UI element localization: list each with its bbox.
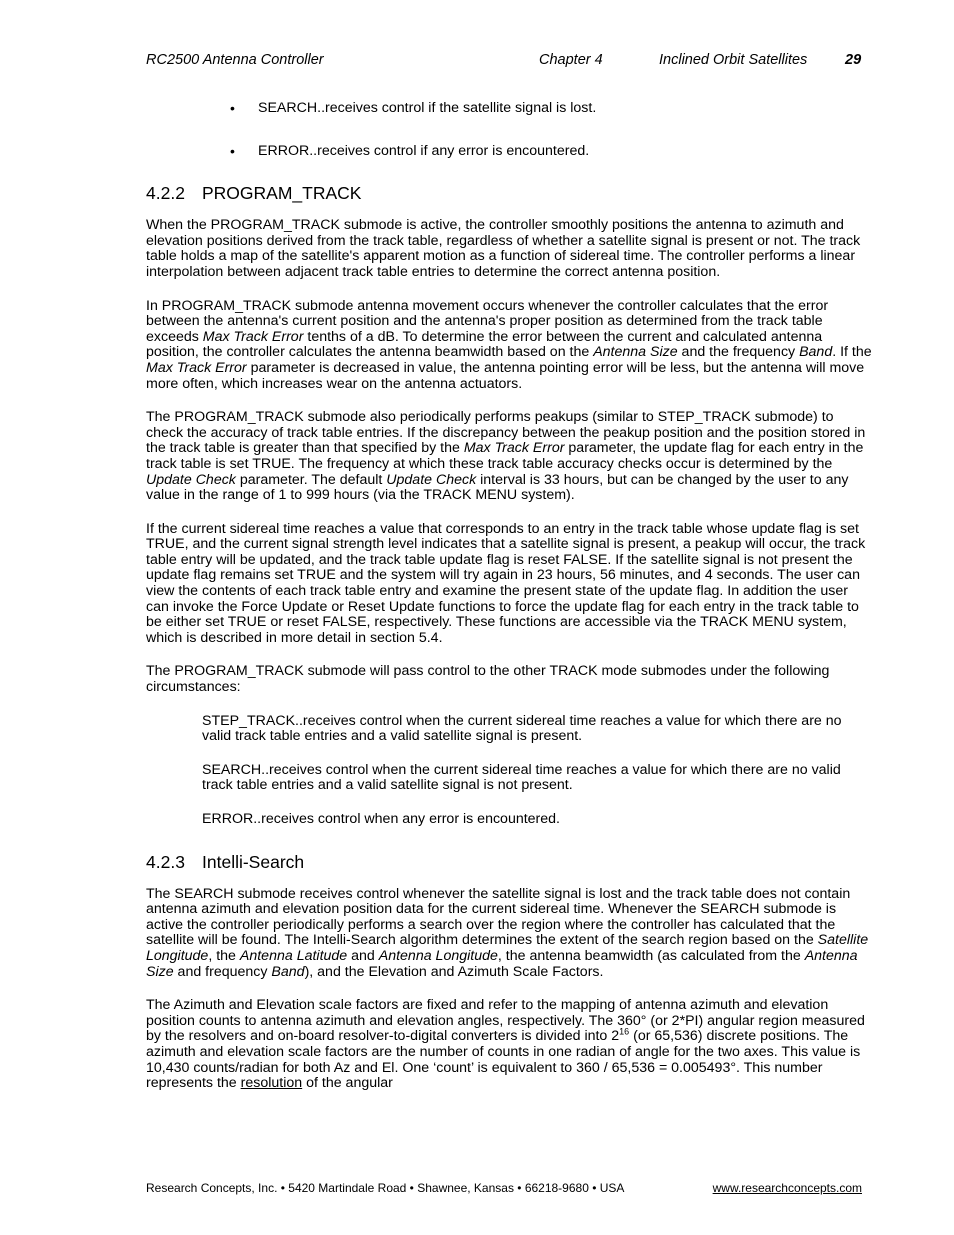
list-item: • SEARCH..receives control if the satellite signal is lost. — [146, 101, 872, 117]
list-item: • ERROR..receives control if any error is encountered. — [146, 144, 872, 160]
indented-item: SEARCH..receives control when the current sidereal time reaches a value for which there are no valid track table entries and a valid satellite signal is not present. — [202, 761, 841, 794]
section-number: 4.2.2 — [146, 183, 185, 204]
paragraph: The PROGRAM_TRACK submode will pass control to the other TRACK mode submodes under the following circumstances: — [146, 663, 830, 696]
paragraph: The Azimuth and Elevation scale factors are fixed and refer to the mapping of antenna azimuth and elevation position counts to antenna azimuth and elevation angles, respectively. The 360° (or 2*PI) angular region measured by the resolvers and on-board resolver-to-digital converters is divided into $2^{16}$ (or 65,536) discrete positions. The azimuth and elevation scale factors are the number of counts in one radian of angle for the two axes. This value is 10,430 counts/radian for both Az and El. One ‘count’ is equivalent to 360 / 65,536 = 0.005493°. This number represents the resolution of the angular — [146, 997, 865, 1092]
header-chapter: Chapter 4 — [539, 52, 603, 68]
page-header — [146, 52, 866, 70]
indented-item: ERROR..receives control when any error is encountered. — [202, 811, 560, 827]
page-content — [146, 99, 872, 1110]
section-heading-4-2-3 — [146, 852, 872, 872]
paragraph: When the PROGRAM_TRACK submode is active, the controller smoothly positions the antenna to azimuth and elevation positions derived from the track table, regardless of whether a satellite signal is present or not. The track table holds a map of the satellite's apparent motion as a function of sidereal time. The controller performs a linear interpolation between adjacent track table entries to determine the correct antenna position. — [146, 217, 861, 280]
header-page-number: 29 — [845, 52, 862, 68]
paragraph: In PROGRAM_TRACK submode antenna movement occurs whenever the controller calculates that the error between the antenna's current position and the antenna's proper position as determined from the track table exceeds Max Track Error tenths of a dB. To determine the error between the current and calculated antenna position, the controller calculates the antenna beamwidth based on the Antenna Size and the frequency Band. If the Max Track Error parameter is decreased in value, the antenna pointing error will be less, but the antenna will move more often, which increases wear on the antenna actuators. — [146, 297, 872, 392]
indented-item: STEP_TRACK..receives control when the current sidereal time reaches a value for which there are no valid track table entries and a valid satellite signal is present. — [202, 712, 842, 745]
paragraph: If the current sidereal time reaches a value that corresponds to an entry in the track table whose update flag is set TRUE, and the current signal strength level indicates that a satellite signal is present, a peakup will occur, the track table entry will be updated, and the track table update flag is reset FALSE. If the satellite signal is not present the update flag remains set TRUE and the system will try again in 23 hours, 56 minutes, and 4 seconds. The user can view the contents of each track table entry and examine the present state of the update flag. In addition the user can invoke the Force Update or Reset Update functions to force the update flag for each entry in the track table to be either set TRUE or reset FALSE, respectively. These functions are accessible via the TRACK MENU system, which is described in more detail in section 5.4. — [146, 520, 866, 646]
header-section-title: Inclined Orbit Satellites — [659, 52, 808, 68]
section-number: 4.2.3 — [146, 851, 185, 872]
section-title: Intelli-Search — [202, 851, 305, 872]
footer-website-link[interactable]: www.researchconcepts.com — [712, 1181, 862, 1195]
footer-address: Research Concepts, Inc. • 5420 Martindale Road • Shawnee, Kansas • 66218-9680 • USA — [146, 1181, 625, 1195]
paragraph: The SEARCH submode receives control whenever the satellite signal is lost and the track table does not contain antenna azimuth and elevation position data for the current sidereal time. Whenever the SEARCH submode is active the controller periodically performs a search over the region where the controller has calculated that the satellite will be found. The Intelli-Search algorithm determines the extent of the search region based on the Satellite Longitude, the Antenna Latitude and Antenna Longitude, the antenna beamwidth (as calculated from the Antenna Size and frequency Band), and the Elevation and Azimuth Scale Factors. — [146, 885, 869, 980]
top-bullet-list — [146, 101, 872, 159]
page-footer — [146, 1181, 862, 1197]
header-doc-title: RC2500 Antenna Controller — [146, 52, 324, 68]
section-heading-4-2-2 — [146, 183, 872, 203]
paragraph: The PROGRAM_TRACK submode also periodically performs peakups (similar to STEP_TRACK submode) to check the accuracy of track table entries. If the discrepancy between the peakup position and the position stored in the track table is greater than that specified by the Max Track Error parameter, the update flag for each entry in the track table is set TRUE. The frequency at which these track table accuracy checks occur is determined by the Update Check parameter. The default Update Check interval is 33 hours, but can be changed by the user to any value in the range of 1 to 999 hours (via the TRACK MENU system). — [146, 409, 866, 504]
section-title: PROGRAM_TRACK — [202, 183, 362, 204]
